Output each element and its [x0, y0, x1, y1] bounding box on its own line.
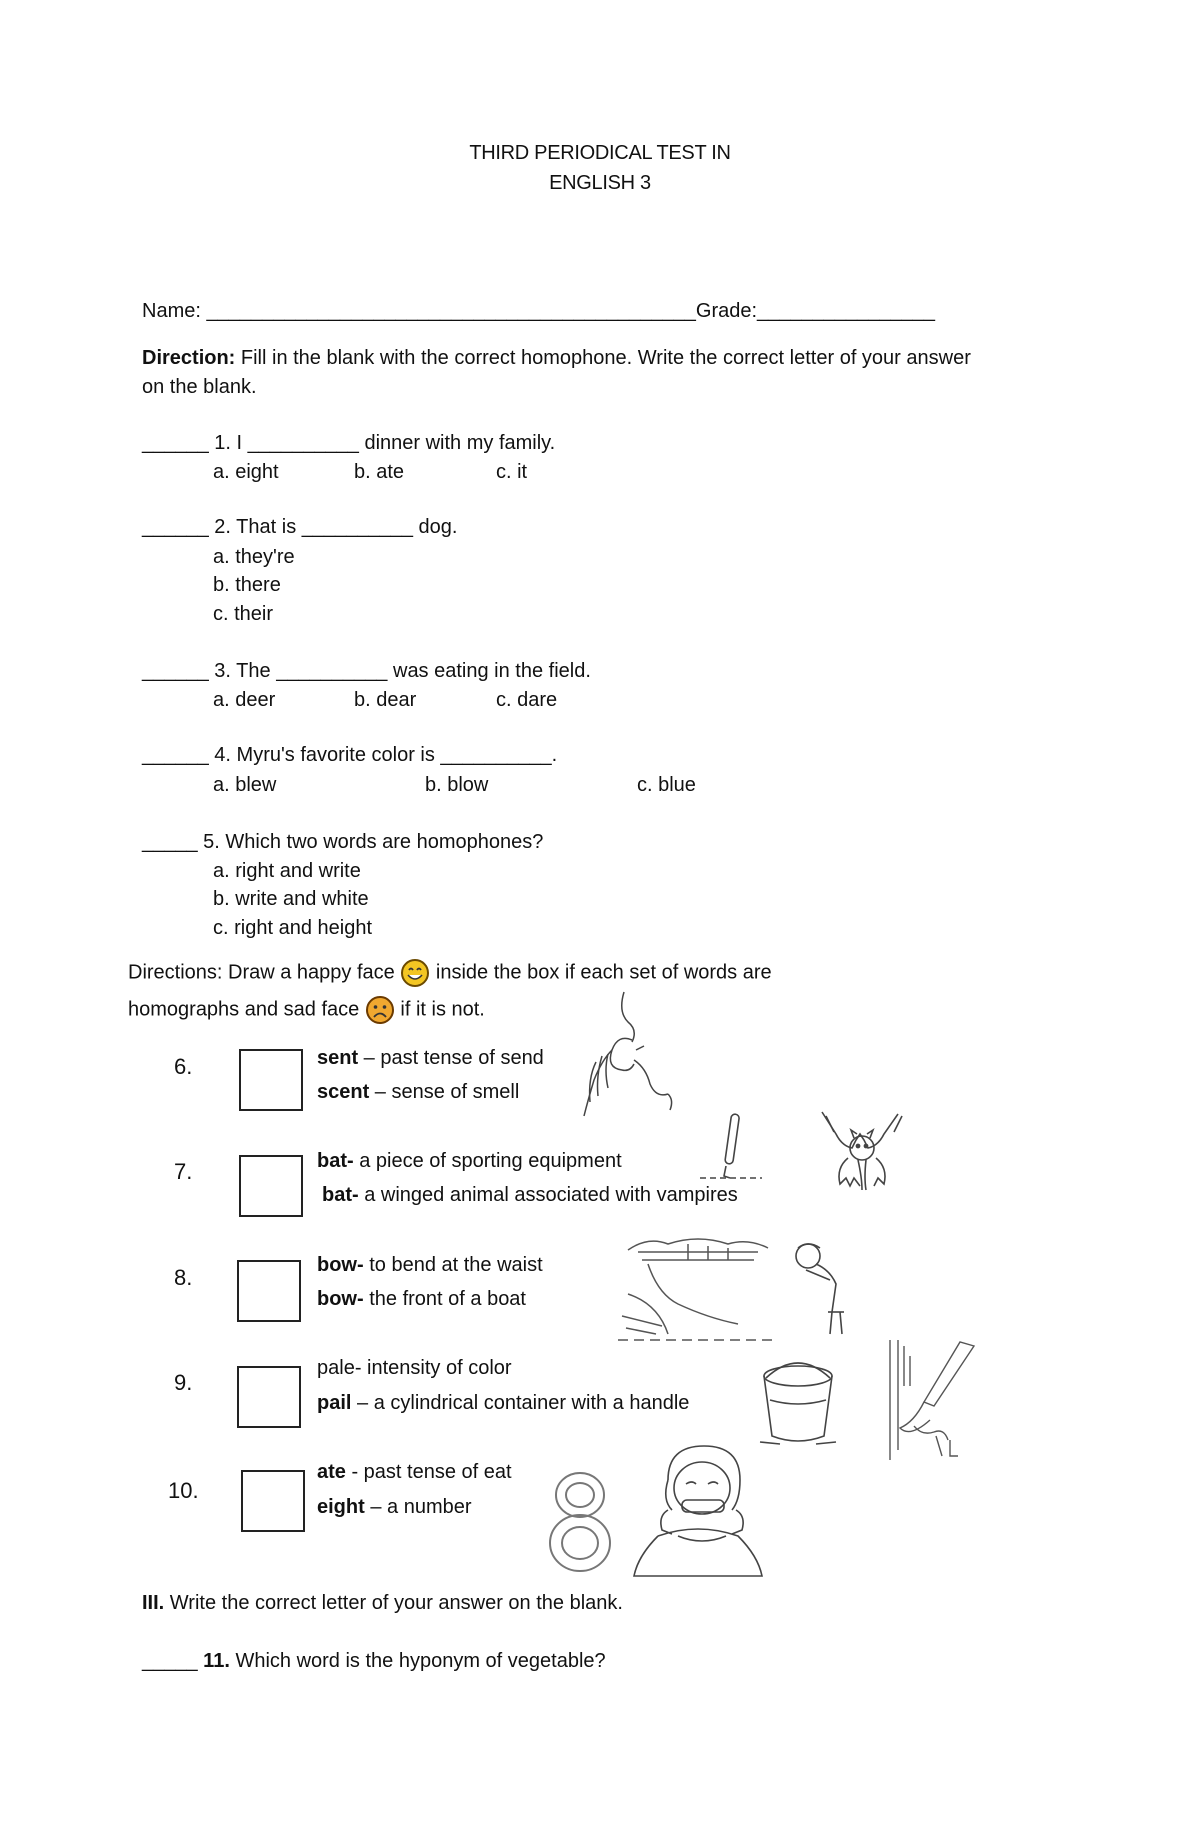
- option-a: a. deer: [213, 689, 276, 711]
- answer-blank[interactable]: _____: [142, 831, 198, 853]
- direction-text: Fill in the blank with the correct homophone. Write the correct letter of your answer: [235, 347, 971, 369]
- part2-directions-line-1: Directions: Draw a happy face inside the box if each set of words are: [128, 958, 772, 988]
- pale-paint-illustration: [884, 1336, 984, 1466]
- option-b: b. there: [213, 574, 281, 596]
- item-number: 7.: [174, 1159, 193, 1184]
- grade-label: Grade:: [695, 300, 758, 322]
- item-number: 9.: [174, 1370, 193, 1395]
- answer-blank[interactable]: _____: [142, 1650, 198, 1672]
- option-b: b. write and white: [213, 888, 369, 910]
- answer-box[interactable]: [237, 1260, 301, 1322]
- option-c: c. it: [496, 461, 528, 483]
- option-b: b. blow: [425, 774, 489, 796]
- answer-blank[interactable]: ______: [142, 516, 209, 538]
- word-pair-line-2: scent – sense of smell: [317, 1081, 520, 1103]
- name-grade-line: [142, 300, 935, 323]
- option-b: b. dear: [354, 689, 417, 711]
- item-number: 6.: [174, 1054, 193, 1079]
- answer-blank[interactable]: ______: [142, 744, 209, 766]
- question-3: ______ 3. The __________ was eating in the field.: [142, 660, 591, 682]
- answer-box[interactable]: [239, 1049, 303, 1111]
- question-5: _____ 5. Which two words are homophones?: [142, 831, 544, 853]
- pail-illustration: [756, 1360, 840, 1450]
- direction-line-1: [142, 347, 971, 370]
- direction-line-2: on the blank.: [142, 376, 257, 398]
- option-c: c. right and height: [213, 917, 372, 939]
- smelling-flower-illustration: [572, 990, 682, 1120]
- page-subtitle: ENGLISH 3: [549, 172, 651, 194]
- boat-bow-illustration: [618, 1230, 778, 1350]
- word-pair-line-1: bow- to bend at the waist: [317, 1254, 543, 1276]
- word-pair-line-1: ate - past tense of eat: [317, 1461, 512, 1483]
- option-a: a. eight: [213, 461, 279, 483]
- name-label: Name:: [142, 300, 207, 322]
- option-c: c. blue: [637, 774, 696, 796]
- answer-box[interactable]: [241, 1470, 305, 1532]
- option-c: c. their: [213, 603, 274, 625]
- word-pair-line-2: bat- a winged animal associated with vampires: [322, 1184, 738, 1206]
- option-a: a. they're: [213, 546, 295, 568]
- fill-blank: __________: [247, 432, 359, 454]
- question-11: _____ 11. Which word is the hyponym of vegetable?: [142, 1650, 606, 1672]
- page-title: THIRD PERIODICAL TEST IN: [469, 142, 731, 164]
- grade-field[interactable]: ________________: [757, 300, 936, 322]
- fill-blank: __________: [440, 744, 552, 766]
- direction-label: Direction:: [142, 347, 236, 369]
- item-number: 8.: [174, 1265, 193, 1290]
- word-pair-line-2: bow- the front of a boat: [317, 1288, 526, 1310]
- item-number: 10.: [168, 1478, 199, 1503]
- child-eating-illustration: [628, 1440, 768, 1580]
- answer-box[interactable]: [239, 1155, 303, 1217]
- question-1: ______ 1. I __________ dinner with my family.: [142, 432, 556, 454]
- word-pair-line-1: sent – past tense of send: [317, 1047, 544, 1069]
- option-a: a. right and write: [213, 860, 361, 882]
- part2-directions-line-2: homographs and sad face if it is not.: [128, 995, 485, 1025]
- number-eight-illustration: [540, 1465, 620, 1575]
- question-4: ______ 4. Myru's favorite color is __________.: [142, 744, 558, 766]
- name-field[interactable]: ____________________________________________: [206, 300, 696, 322]
- word-pair-line-2: eight – a number: [317, 1496, 472, 1518]
- baseball-bat-illustration: [696, 1110, 766, 1190]
- bat-animal-illustration: [818, 1108, 914, 1198]
- question-2: ______ 2. That is __________ dog.: [142, 516, 458, 538]
- part3-instruction: III. Write the correct letter of your answer on the blank.: [142, 1592, 623, 1614]
- word-pair-line-1: bat- a piece of sporting equipment: [317, 1150, 622, 1172]
- option-b: b. ate: [354, 461, 405, 483]
- answer-box[interactable]: [237, 1366, 301, 1428]
- fill-blank: __________: [276, 660, 388, 682]
- word-pair-line-1: pale- intensity of color: [317, 1357, 512, 1379]
- answer-blank[interactable]: ______: [142, 432, 209, 454]
- person-bowing-illustration: [782, 1238, 852, 1338]
- sad-face-icon: [365, 995, 395, 1025]
- happy-face-icon: [400, 958, 430, 988]
- answer-blank[interactable]: ______: [142, 660, 209, 682]
- word-pair-line-2: pail – a cylindrical container with a handle: [317, 1392, 690, 1414]
- option-a: a. blew: [213, 774, 277, 796]
- fill-blank: __________: [301, 516, 413, 538]
- option-c: c. dare: [496, 689, 558, 711]
